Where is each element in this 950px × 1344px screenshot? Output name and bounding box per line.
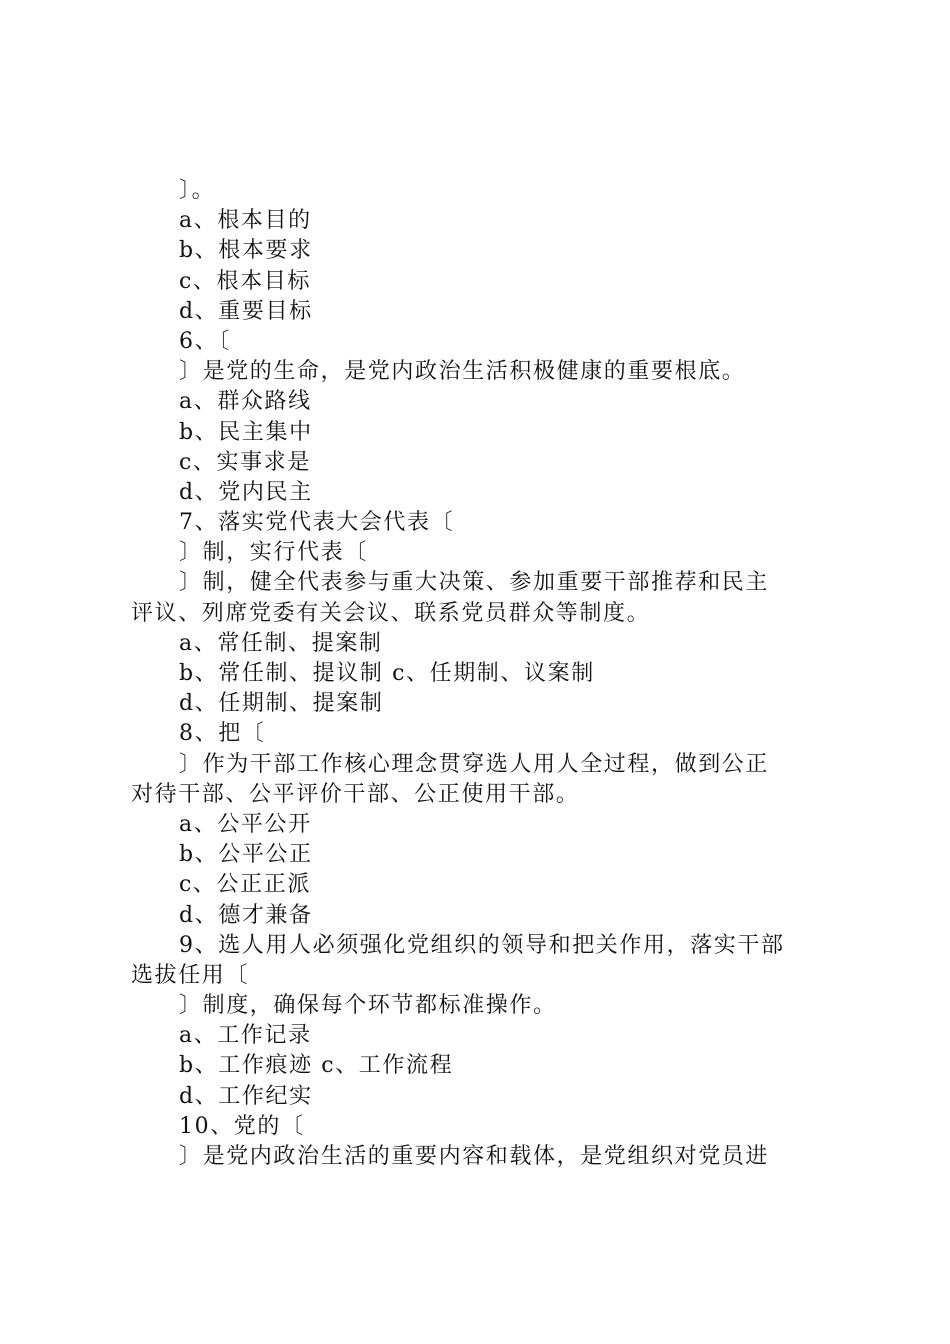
- text-line: d、任期制、提案制: [179, 691, 384, 717]
- text-line: c、实事求是: [179, 449, 311, 475]
- text-line: d、党内民主: [179, 479, 313, 505]
- text-line: d、工作纪实: [179, 1083, 313, 1109]
- document-body: [131, 176, 831, 1172]
- text-line: c、根本目标: [179, 268, 311, 294]
- text-line: 8、把〔: [179, 721, 266, 747]
- text-line: a、公平公开: [179, 811, 312, 837]
- text-line: 〕。: [179, 178, 216, 203]
- text-line: 〕制，健全代表参与重大决策、参加重要干部推荐和民主: [179, 570, 770, 596]
- text-line: 对待干部、公平评价干部、公正使用干部。: [131, 781, 580, 807]
- text-line: b、公平公正: [179, 842, 313, 868]
- text-line: b、常任制、提议制 c、任期制、议案制: [179, 661, 595, 686]
- text-line: a、工作记录: [179, 1023, 312, 1049]
- text-line: b、民主集中: [179, 419, 313, 445]
- text-line: a、群众路线: [179, 389, 312, 415]
- text-line: a、根本目的: [179, 208, 312, 234]
- text-line: a、常任制、提案制: [179, 630, 383, 656]
- text-line: b、工作痕迹 c、工作流程: [179, 1053, 454, 1079]
- text-line: 〕制，实行代表〔: [179, 540, 368, 566]
- text-line: 选拔任用〔: [131, 962, 250, 988]
- text-line: 评议、列席党委有关会议、联系党员群众等制度。: [131, 600, 651, 626]
- text-line: d、重要目标: [179, 298, 313, 324]
- text-line: 〕是党的生命，是党内政治生活积极健康的重要根底。: [179, 359, 746, 385]
- text-line: 7、落实党代表大会代表〔: [179, 510, 455, 536]
- text-line: 〕制度，确保每个环节都标准操作。: [179, 993, 557, 1019]
- text-line: c、公正正派: [179, 872, 311, 898]
- text-line: 〕是党内政治生活的重要内容和载体，是党组织对党员进: [179, 1144, 770, 1169]
- text-line: 9、选人用人必须强化党组织的领导和把关作用，落实干部: [179, 932, 785, 958]
- text-line: 〕作为干部工作核心理念贯穿选人用人全过程，做到公正: [179, 751, 770, 777]
- text-line: d、德才兼备: [179, 902, 313, 928]
- text-line: 10、党的〔: [179, 1113, 305, 1139]
- text-line: 6、〔: [179, 328, 231, 354]
- text-line: b、根本要求: [179, 238, 313, 264]
